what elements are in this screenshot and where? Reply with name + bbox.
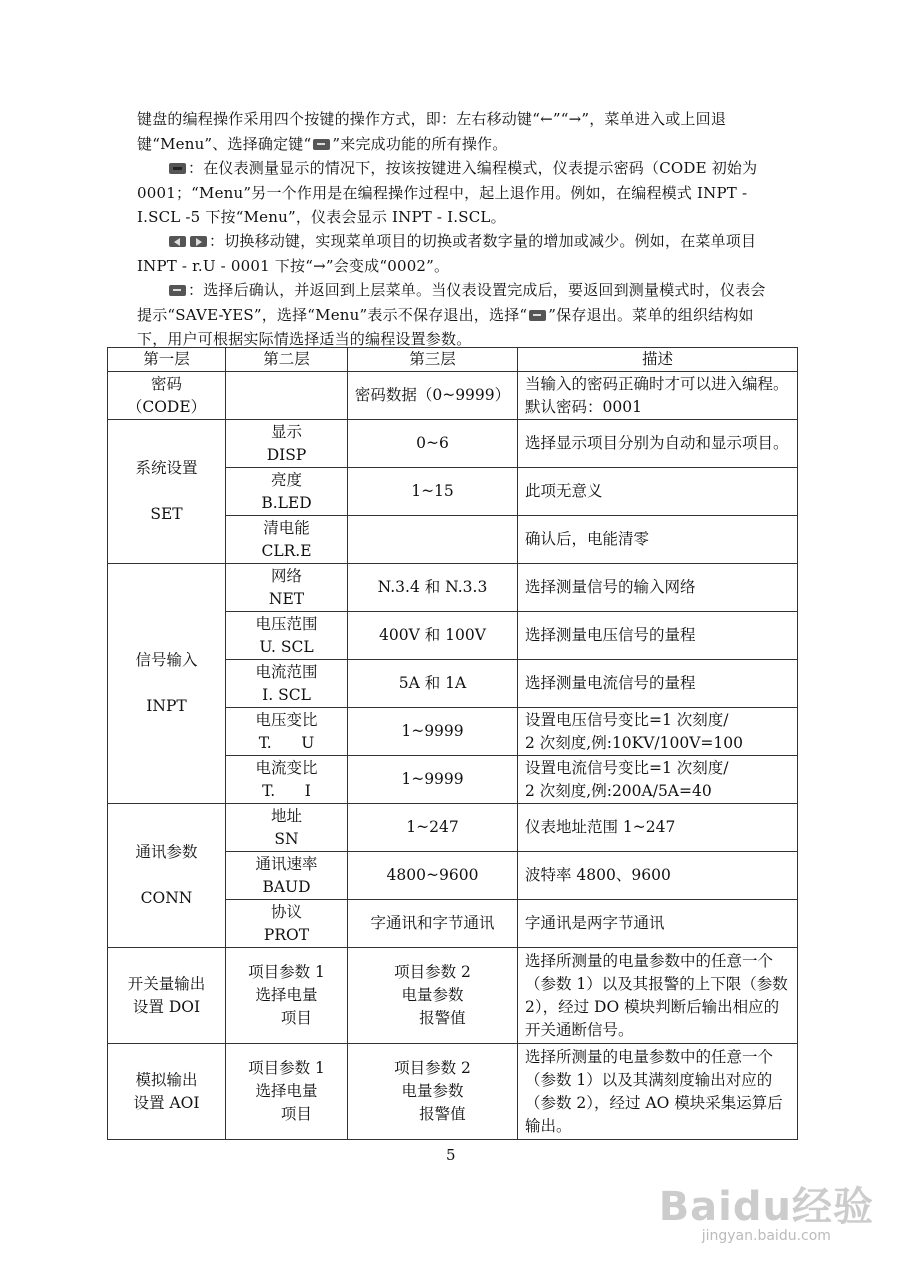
cell: 0~6	[348, 420, 518, 468]
cell: 字通讯和字节通讯	[348, 900, 518, 948]
cell: 1~15	[348, 468, 518, 516]
cell: 网络 NET	[226, 564, 348, 612]
table-row	[108, 420, 798, 468]
cell: 通讯速率 BAUD	[226, 852, 348, 900]
cell: 选择显示项目分别为自动和显示项目。	[518, 420, 798, 468]
text: ”来完成功能的所有操作。	[332, 134, 508, 153]
cell: 1~9999	[348, 708, 518, 756]
cell: 系统设置 SET	[108, 420, 226, 564]
menu-structure-table	[107, 347, 798, 1140]
paragraph-enter-key	[137, 278, 777, 352]
table-row	[108, 804, 798, 852]
header-cell: 第三层	[348, 348, 518, 372]
cell: 400V 和 100V	[348, 612, 518, 660]
cell: 5A 和 1A	[348, 660, 518, 708]
cell: 信号输入 INPT	[108, 564, 226, 804]
cell: 项目参数 2 电量参数 报警值	[348, 1044, 518, 1140]
table-header	[108, 348, 798, 372]
cell: 地址 SN	[226, 804, 348, 852]
text: ：选择后确认，并返回到上层菜单。当仪表设置完成后，要返回到测量模式时，仪表会提示“SAVE-YES”，选择“Menu”表示不保存退出，选择“	[137, 281, 766, 324]
cell: 4800~9600	[348, 852, 518, 900]
enter-key-icon	[169, 285, 186, 296]
text: ”保存退出。菜单的组织结构如下，用户可根据实际情选择适当的编程设置参数。	[137, 305, 754, 348]
cell: 选择测量电流信号的量程	[518, 660, 798, 708]
cell: 选择测量电压信号的量程	[518, 612, 798, 660]
cell: 密码 （CODE）	[108, 372, 226, 420]
cell: 模拟输出 设置 AOI	[108, 1044, 226, 1140]
cell: 仪表地址范围 1~247	[518, 804, 798, 852]
cell: 1~247	[348, 804, 518, 852]
enter-key-icon	[313, 139, 330, 150]
cell: 设置电流信号变比=1 次刻度/ 2 次刻度,例:200A/5A=40	[518, 756, 798, 804]
cell: 密码数据（0~9999）	[348, 372, 518, 420]
cell: 协议 PROT	[226, 900, 348, 948]
enter-key-icon	[529, 310, 546, 321]
baidu-watermark	[659, 1175, 874, 1244]
cell: 项目参数 1 选择电量 项目	[226, 1044, 348, 1140]
cell	[348, 516, 518, 564]
cell: 选择测量信号的输入网络	[518, 564, 798, 612]
header-cell: 第二层	[226, 348, 348, 372]
paragraph-menu-key	[137, 156, 777, 230]
table-row	[108, 372, 798, 420]
cell: 波特率 4800、9600	[518, 852, 798, 900]
header-cell: 描述	[518, 348, 798, 372]
text: ：在仪表测量显示的情况下，按该按键进入编程模式，仪表提示密码（CODE 初始为 0001；“Menu”另一个作用是在编程操作过程中，起上退作用。例如，在编程模式 INPT - I.SCL -5 下按“Menu”，仪表会显示 INPT - I.SCL。	[137, 159, 758, 226]
cell: 显示 DISP	[226, 420, 348, 468]
cell: 1~9999	[348, 756, 518, 804]
cell: 当输入的密码正确时才可以进入编程。默认密码：0001	[518, 372, 798, 420]
cell: N.3.4 和 N.3.3	[348, 564, 518, 612]
table-row	[108, 1044, 798, 1140]
watermark-url: jingyan.baidu.com	[701, 1228, 831, 1244]
cell: 确认后，电能清零	[518, 516, 798, 564]
cell: 此项无意义	[518, 468, 798, 516]
cell: 字通讯是两字节通讯	[518, 900, 798, 948]
right-key-icon	[190, 236, 207, 247]
cell: 开关量输出 设置 DOI	[108, 948, 226, 1044]
watermark-logo: Baidu经验	[658, 1184, 874, 1230]
paragraph-intro	[137, 107, 777, 156]
menu-key-icon	[169, 163, 186, 174]
cell: 设置电压信号变比=1 次刻度/ 2 次刻度,例:10KV/100V=100	[518, 708, 798, 756]
cell: 通讯参数 CONN	[108, 804, 226, 948]
cell: 电流范围 I. SCL	[226, 660, 348, 708]
cell: 电压范围 U. SCL	[226, 612, 348, 660]
cell: 项目参数 1 选择电量 项目	[226, 948, 348, 1044]
header-cell: 第一层	[108, 348, 226, 372]
cell: 电压变比 T. U	[226, 708, 348, 756]
text: 键盘的编程操作采用四个按键的操作方式，即：左右移动键“←”“→”，菜单进入或上回退键“Menu”、选择确定键“	[137, 110, 727, 153]
cell: 清电能 CLR.E	[226, 516, 348, 564]
left-key-icon	[169, 236, 186, 247]
cell: 选择所测量的电量参数中的任意一个（参数 1）以及其满刻度输出对应的（参数 2），经过 AO 模块采集运算后输出。	[518, 1044, 798, 1140]
page-number: 5	[446, 1146, 456, 1164]
cell: 项目参数 2 电量参数 报警值	[348, 948, 518, 1044]
table-row	[108, 948, 798, 1044]
text: ：切换移动键，实现菜单项目的切换或者数字量的增加或减少。例如，在菜单项目 INPT - r.U - 0001 下按“→”会变成“0002”。	[137, 232, 757, 275]
table-row	[108, 564, 798, 612]
cell: 亮度 B.LED	[226, 468, 348, 516]
cell: 电流变比 T. I	[226, 756, 348, 804]
paragraph-arrow-keys	[137, 229, 777, 278]
cell: 选择所测量的电量参数中的任意一个（参数 1）以及其报警的上下限（参数 2），经过 DO 模块判断后输出相应的开关通断信号。	[518, 948, 798, 1044]
cell	[226, 372, 348, 420]
